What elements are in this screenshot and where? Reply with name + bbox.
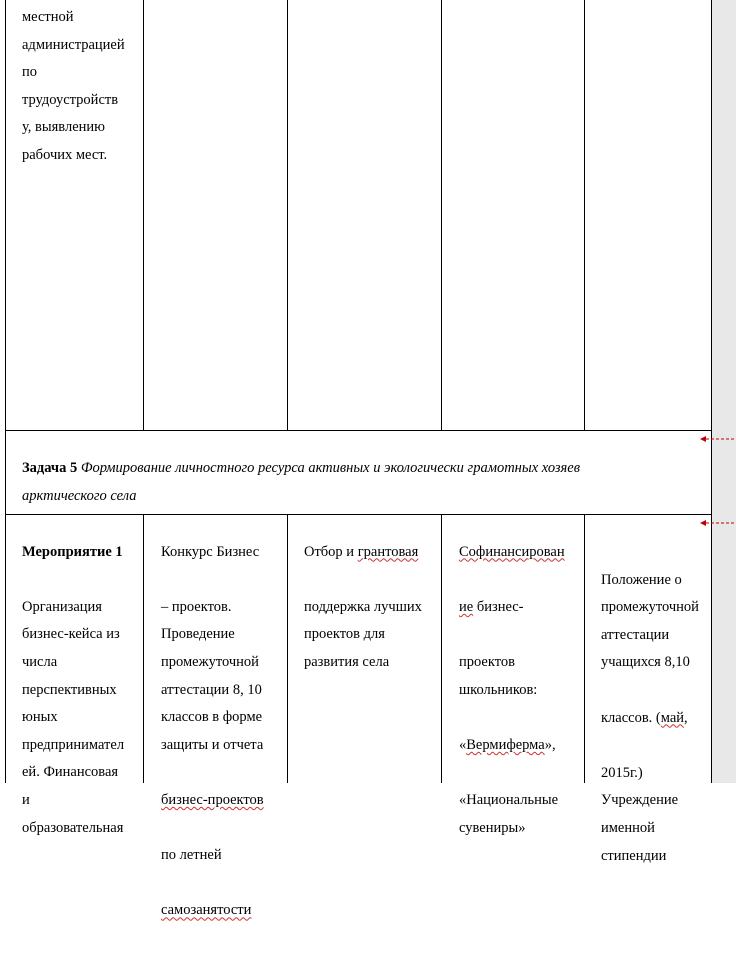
task-5-text-line1: Формирование личностного ресурса активных и экологически грамотных хозяев <box>80 460 581 476</box>
event-title: Мероприятие 1 <box>22 543 123 560</box>
spell-marked-text: бизнес-проектов <box>161 791 264 808</box>
event-col2-after: по летней <box>161 847 222 864</box>
event-border-right <box>711 514 712 783</box>
revision-arrow-icon <box>700 518 734 528</box>
table-border-left <box>5 0 6 430</box>
task-5-text-line2: арктического села <box>22 488 137 504</box>
event-border-col3 <box>441 514 442 783</box>
event-border-col4 <box>584 514 585 783</box>
task-5-heading <box>22 454 682 510</box>
event-description: Организация бизнес-кейса из числа перспективных юных предпринимател ей. Финансовая и образовательная <box>22 598 125 836</box>
table-border-col3 <box>441 0 442 430</box>
event-col5-tail: 2015г.) Учреждение именной стипендии <box>601 764 679 864</box>
spell-marked-text: самозанятости <box>161 902 252 919</box>
table-border-right <box>711 0 712 430</box>
event-col2-body: – проектов. Проведение промежуточной аттестации 8, 10 классов в форме защиты и отчета <box>161 598 264 753</box>
event-border-col1 <box>143 514 144 783</box>
cell-event-col4 <box>459 511 583 870</box>
event-col4-last: «Национальные сувениры» <box>459 791 559 836</box>
cell-event-col1 <box>22 511 142 870</box>
spell-marked-text: ие <box>459 598 474 615</box>
event-border-left <box>5 514 6 783</box>
event-col3-pre: Отбор и <box>304 543 358 560</box>
event-col5-pre: классов. ( <box>601 709 661 726</box>
spell-marked-text: Софинансирован <box>459 543 565 560</box>
task-row-border-left <box>5 430 6 514</box>
event-col5-post: , <box>684 709 688 726</box>
cell-upper-col1: местной администрацией по трудоустройств у, выявлению рабочих мест. <box>22 9 125 163</box>
spell-marked-text: грантовая <box>357 543 419 560</box>
event-border-col2 <box>287 514 288 783</box>
row-divider-top <box>5 430 712 431</box>
event-col4-l2rest: бизнес- <box>473 598 524 615</box>
quote-mark: « <box>459 736 467 753</box>
event-col2-line1: Конкурс Бизнес <box>161 543 260 560</box>
task-5-label: Задача 5 <box>22 460 78 476</box>
spell-marked-text: май <box>660 709 685 726</box>
page-margin-gutter <box>712 0 736 783</box>
event-col3-body: поддержка лучших проектов для развития села <box>304 598 422 670</box>
revision-arrow-icon <box>700 434 734 444</box>
event-col4-body: проектов школьников: <box>459 653 538 698</box>
cell-event-col5 <box>601 539 711 898</box>
cell-event-col3 <box>304 511 440 704</box>
spell-marked-text: Вермиферма <box>466 736 545 753</box>
quote-mark: », <box>544 736 556 753</box>
table-border-col2 <box>287 0 288 430</box>
table-border-col1 <box>143 0 144 430</box>
cell-event-col2 <box>161 511 285 953</box>
table-border-col4 <box>584 0 585 430</box>
event-col5-body: Положение о промежуточной аттестации учащихся 8,10 <box>601 571 699 671</box>
